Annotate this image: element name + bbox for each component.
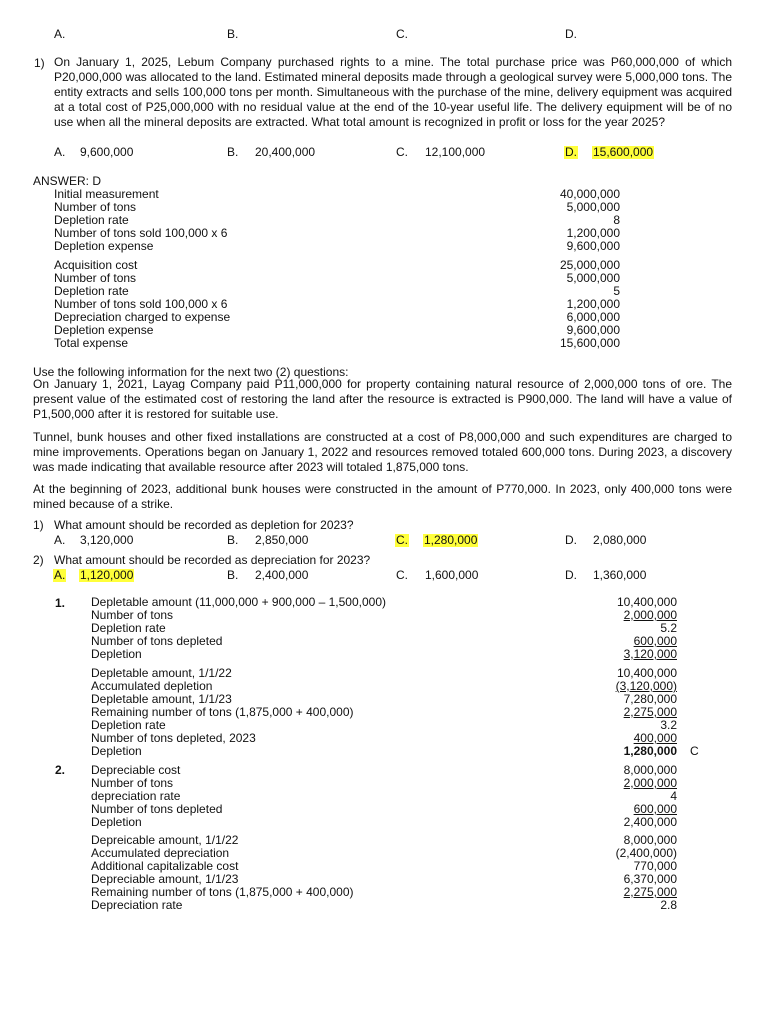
top-choice-a: A. xyxy=(54,27,66,41)
choice-value: 1,600,000 xyxy=(425,568,479,582)
choice-letter: D. xyxy=(565,533,577,547)
choice-value-highlighted: 15,600,000 xyxy=(593,145,654,159)
top-choice-b: B. xyxy=(227,27,239,41)
question-text: On January 1, 2025, Lebum Company purchased rights to a mine. The total purchase price was P60,000,000 of which P20,000,000 was allocated to the land. Estimated mineral deposits made through a geological survey were 5,000,000 tons. The entity extracts and sells 100,000 tons per month. Simultaneous with the purchase of the mine, delivery equipment was acquired at a total cost of P25,000,000 with no residual value at the end of the 10-year useful life. The delivery equipment will be of no use when all the mineral deposits are extracted. What total amount is recognized in profit or loss for the year 2025? xyxy=(54,55,732,129)
row-value: 40,000,000 xyxy=(559,187,620,201)
solution-number-2: 2. xyxy=(55,763,66,777)
choice-letter: A. xyxy=(54,145,66,159)
question-number: 1) xyxy=(33,518,44,532)
row-value: 8 xyxy=(613,213,620,227)
row-label: Number of tons sold 100,000 x 6 xyxy=(54,297,228,311)
row-label: Depreciable cost xyxy=(91,763,181,777)
row-value: 770,000 xyxy=(633,859,677,873)
choice-letter-highlighted: C. xyxy=(396,533,408,547)
choice-letter: B. xyxy=(227,145,239,159)
row-label: Depreciation charged to expense xyxy=(54,310,231,324)
row-label: Depletion expense xyxy=(54,239,154,253)
case-intro: Use the following information for the next two (2) questions: xyxy=(33,365,349,379)
table-row xyxy=(0,337,768,350)
row-label: Remaining number of tons (1,875,000 + 400,000) xyxy=(91,885,354,899)
row-value: 5.2 xyxy=(660,621,677,635)
row-label: Depreicable amount, 1/1/22 xyxy=(91,833,239,847)
top-choice-c: C. xyxy=(396,27,408,41)
choice-letter: C. xyxy=(396,145,408,159)
choice-value: 2,850,000 xyxy=(255,533,309,547)
choice-value: 3,120,000 xyxy=(80,533,134,547)
answer-label: ANSWER: D xyxy=(33,174,102,188)
row-value: 2.8 xyxy=(660,898,677,912)
row-label: Accumulated depletion xyxy=(91,679,213,693)
row-label: Depletable amount (11,000,000 + 900,000 – 1,500,000) xyxy=(91,595,387,609)
table-row xyxy=(0,648,768,661)
row-label: Number of tons depleted, 2023 xyxy=(91,731,256,745)
question-number: 1) xyxy=(34,56,45,70)
case-paragraph-1: On January 1, 2021, Layag Company paid P11,000,000 for property containing natural resource of 2,000,000 tons of ore. The present value of the estimated cost of restoring the land after the resource is extracted is P900,000. The land will have a value of P1,500,000 after it is restored for suitable use. xyxy=(33,377,732,421)
row-value: 7,280,000 xyxy=(623,692,677,706)
choice-letter: B. xyxy=(227,568,239,582)
row-value: 15,600,000 xyxy=(559,336,620,350)
choice-value: 2,400,000 xyxy=(255,568,309,582)
row-value: 600,000 xyxy=(633,802,677,816)
row-value: 25,000,000 xyxy=(559,258,620,272)
row-value: 2,275,000 xyxy=(623,885,677,899)
choice-letter-highlighted: A. xyxy=(54,568,66,582)
row-value: 1,280,000 xyxy=(623,744,677,758)
row-value: 10,400,000 xyxy=(616,595,677,609)
row-label: Number of tons depleted xyxy=(91,634,223,648)
row-label: Depreciable amount, 1/1/23 xyxy=(91,872,239,886)
row-value: 3.2 xyxy=(660,718,677,732)
case-paragraph-2: Tunnel, bunk houses and other fixed installations are constructed at a cost of P8,000,000 and such expenditures are charged to mine improvements. Operations began on January 1, 2022 and resources removed totaled 600,000 tons. During 2023, a discovery was made indicating that available resource after 2023 will totaled 1,875,000 tons. xyxy=(33,430,732,474)
row-value: 5,000,000 xyxy=(566,271,620,285)
row-label: Number of tons depleted xyxy=(91,802,223,816)
choice-value: 12,100,000 xyxy=(425,145,486,159)
row-label: Number of tons xyxy=(54,200,137,214)
table-row xyxy=(0,745,768,758)
row-value: 1,200,000 xyxy=(566,226,620,240)
row-label: Depletion rate xyxy=(91,621,166,635)
choice-value: 20,400,000 xyxy=(255,145,316,159)
row-value: 8,000,000 xyxy=(623,763,677,777)
question-text: What amount should be recorded as depreciation for 2023? xyxy=(54,553,371,567)
row-label: Additional capitalizable cost xyxy=(91,859,239,873)
row-label: Number of tons xyxy=(91,776,174,790)
choice-letter: C. xyxy=(396,568,408,582)
table-row xyxy=(0,899,768,912)
choice-letter-highlighted: D. xyxy=(565,145,577,159)
case-paragraph-3: At the beginning of 2023, additional bunk houses were constructed in the amount of P770,000. In 2023, only 400,000 tons were mined because of a strike. xyxy=(33,482,732,511)
table-row xyxy=(0,816,768,829)
row-value: 4 xyxy=(670,789,677,803)
choice-value: 1,360,000 xyxy=(593,568,647,582)
row-label: Depletion xyxy=(91,744,142,758)
row-value: 2,000,000 xyxy=(623,776,677,790)
row-label: Depletion rate xyxy=(91,718,166,732)
row-value: 3,120,000 xyxy=(623,647,677,661)
choice-letter: A. xyxy=(54,533,66,547)
row-label: Total expense xyxy=(54,336,129,350)
row-value: 5 xyxy=(613,284,620,298)
row-label: Depletion xyxy=(91,647,142,661)
row-label: Number of tons xyxy=(54,271,137,285)
row-value: 8,000,000 xyxy=(623,833,677,847)
row-value: (2,400,000) xyxy=(615,846,677,860)
row-label: depreciation rate xyxy=(91,789,181,803)
row-value: 2,400,000 xyxy=(623,815,677,829)
choice-letter: D. xyxy=(565,568,577,582)
row-label: Depletion xyxy=(91,815,142,829)
choice-value-highlighted: 1,120,000 xyxy=(80,568,134,582)
row-label: Number of tons sold 100,000 x 6 xyxy=(54,226,228,240)
choice-value: 2,080,000 xyxy=(593,533,647,547)
table-row xyxy=(0,240,768,253)
top-choice-d: D. xyxy=(565,27,577,41)
row-value: 9,600,000 xyxy=(566,239,620,253)
question-number: 2) xyxy=(33,553,44,567)
row-label: Depletable amount, 1/1/23 xyxy=(91,692,232,706)
row-value: 5,000,000 xyxy=(566,200,620,214)
row-value: 2,275,000 xyxy=(623,705,677,719)
row-value: 6,370,000 xyxy=(623,872,677,886)
solution-1-answer-mark: C xyxy=(690,744,699,758)
row-value: 400,000 xyxy=(633,731,677,745)
row-label: Depletion expense xyxy=(54,323,154,337)
row-value: 1,200,000 xyxy=(566,297,620,311)
row-value: (3,120,000) xyxy=(615,679,677,693)
row-label: Number of tons xyxy=(91,608,174,622)
row-label: Depletable amount, 1/1/22 xyxy=(91,666,232,680)
solution-number-1: 1. xyxy=(55,596,66,610)
row-value: 6,000,000 xyxy=(566,310,620,324)
row-value: 9,600,000 xyxy=(566,323,620,337)
row-label: Accumulated depreciation xyxy=(91,846,230,860)
row-value: 2,000,000 xyxy=(623,608,677,622)
row-value: 600,000 xyxy=(633,634,677,648)
row-label: Depreciation rate xyxy=(91,898,183,912)
row-value: 10,400,000 xyxy=(616,666,677,680)
question-text: What amount should be recorded as depletion for 2023? xyxy=(54,518,354,532)
row-label: Depletion rate xyxy=(54,213,129,227)
row-label: Acquisition cost xyxy=(54,258,138,272)
row-label: Initial measurement xyxy=(54,187,159,201)
row-label: Depletion rate xyxy=(54,284,129,298)
row-label: Remaining number of tons (1,875,000 + 400,000) xyxy=(91,705,354,719)
choice-value: 9,600,000 xyxy=(80,145,134,159)
choice-letter: B. xyxy=(227,533,239,547)
choice-value-highlighted: 1,280,000 xyxy=(424,533,478,547)
